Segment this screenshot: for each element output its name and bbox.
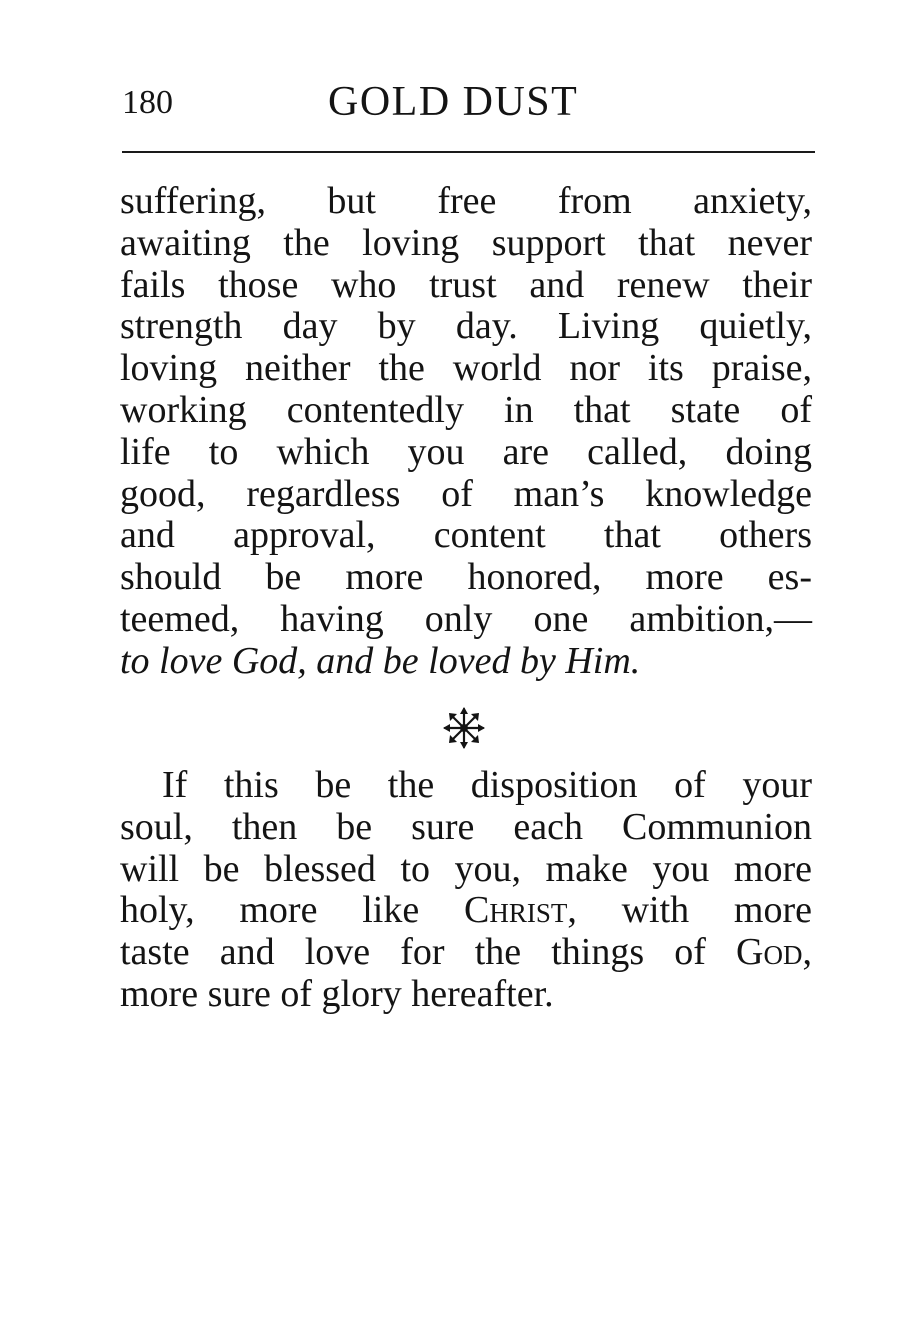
paragraph-line: should be more honored, more es- [120,556,812,599]
paragraph-line: loving neither the world nor its praise, [120,347,812,390]
paragraph-line: awaiting the loving support that never [120,221,812,264]
paragraph-line: working contentedly in that state of [120,388,812,431]
paragraph-line: suffering, but free from anxiety, [120,180,812,222]
paragraph-line: If this be the disposition of your [162,764,812,806]
paragraph-line: life to which you are called, doing [120,430,812,473]
paragraph-line: strength day by day. Living quietly, [120,305,812,348]
snowflake-ornament-icon [441,705,487,751]
italic-closing-line: to love God, and be loved by Him. [120,639,641,682]
page-header [120,78,815,138]
running-title: GOLD DUST [328,79,579,125]
paragraph-line: more sure of glory hereafter. [120,972,554,1015]
line-text: taste and love for the things of [120,931,737,974]
paragraph-line: and approval, content that others [120,514,812,557]
paragraph-line: teemed, having only one ambition,— [120,597,812,640]
paragraph-1 [120,181,812,683]
paragraph-line: will be blessed to you, make you more [120,847,812,890]
small-caps-word: Christ [463,889,568,932]
header-rule [122,151,815,153]
paragraph-line: good, regardless of man’s knowledge [120,472,812,515]
paragraph-line [120,932,812,974]
line-text: holy, more like [120,889,464,932]
small-caps-word: God [736,931,803,974]
paragraph-line: soul, then be sure each Communion [120,805,812,848]
paragraph-line [120,890,812,932]
paragraph-line: fails those who trust and renew their [120,263,812,306]
page-number: 180 [122,84,173,121]
line-text: , [802,931,812,974]
line-text: , with more [567,889,813,932]
paragraph-2 [120,765,812,1016]
